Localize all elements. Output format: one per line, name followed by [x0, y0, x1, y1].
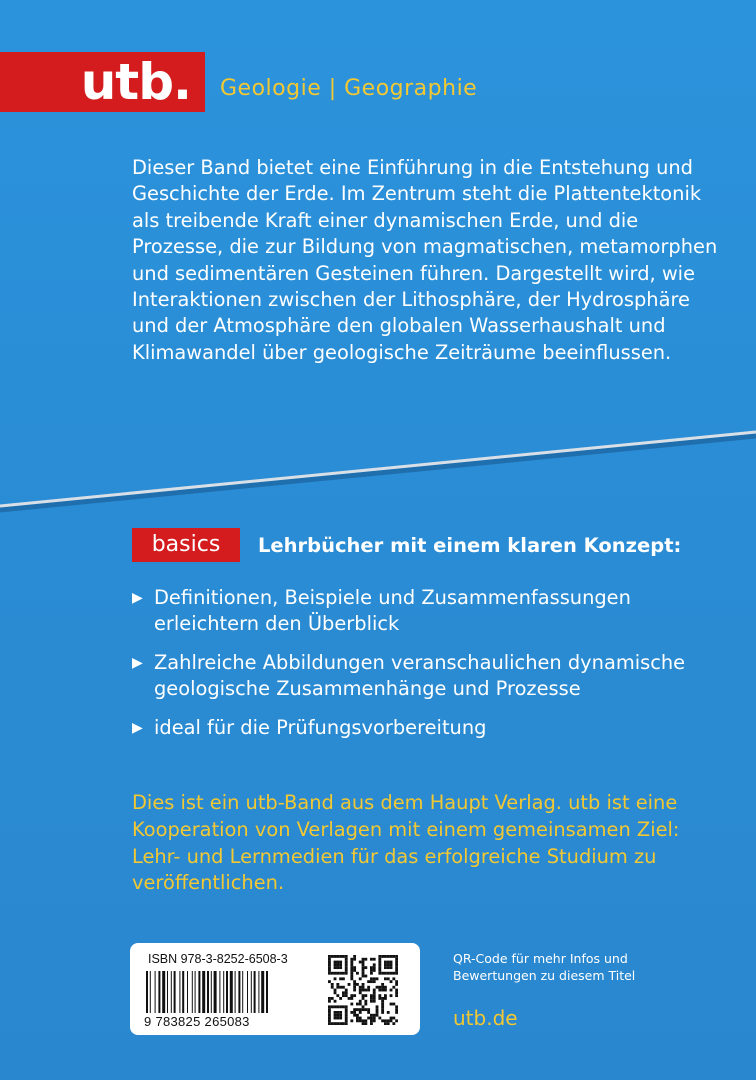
barcode-panel: [130, 943, 420, 1035]
basics-heading: Lehrbücher mit einem klaren Konzept:: [258, 534, 682, 557]
list-item: [132, 650, 742, 703]
isbn-digits: 9 783825 265083: [144, 1014, 250, 1029]
feature-text: Zahlreiche Abbildungen veranschaulichen dynamische geologische Zusammenhänge und Prozesse: [154, 650, 686, 701]
isbn-label: ISBN 978-3-8252-6508-3: [148, 952, 288, 966]
list-item: [132, 585, 742, 638]
list-item: [132, 715, 742, 741]
qr-code-icon[interactable]: [328, 955, 398, 1025]
book-description: Dieser Band bietet eine Einführung in die Entstehung und Geschichte der Erde. Im Zentrum steht die Plattentektonik als treibende Kraft einer dynamischen Erde, und die Prozesse, die zur Bildung von magmatischen, metamorphen und sedimentären Gesteinen führen. Dargestellt wird, wie Interaktionen zwischen der Lithosphäre, der Hydrosphäre und der Atmosphäre den globalen Wasserhaushalt und Klimawandel über geologische Zeiträume beeinflussen.: [132, 156, 718, 364]
series-label: Geologie | Geographie: [220, 76, 478, 101]
qr-code-note: QR-Code für mehr Infos und Bewertungen zu diesem Titel: [453, 951, 636, 983]
basics-badge: basics: [132, 528, 240, 562]
publisher-note: Dies ist ein utb-Band aus dem Haupt Verlag. utb ist eine Kooperation von Verlagen mit einem gemeinsamen Ziel: Lehr- und Lernmedien für das erfolgreiche Studium zu veröffentlichen.: [132, 791, 680, 895]
feature-text: ideal für die Prüfungsvorbereitung: [154, 715, 487, 739]
triangle-bullet-icon: ▶: [132, 654, 143, 671]
feature-text: Definitionen, Beispiele und Zusammenfassungen erleichtern den Überblick: [154, 586, 631, 636]
utb-logo: utb.: [0, 52, 205, 112]
triangle-bullet-icon: ▶: [132, 590, 143, 606]
feature-list: [132, 585, 742, 753]
website-link[interactable]: utb.de: [453, 1006, 518, 1030]
triangle-bullet-icon: ▶: [132, 719, 143, 736]
barcode-icon: [146, 971, 318, 1013]
